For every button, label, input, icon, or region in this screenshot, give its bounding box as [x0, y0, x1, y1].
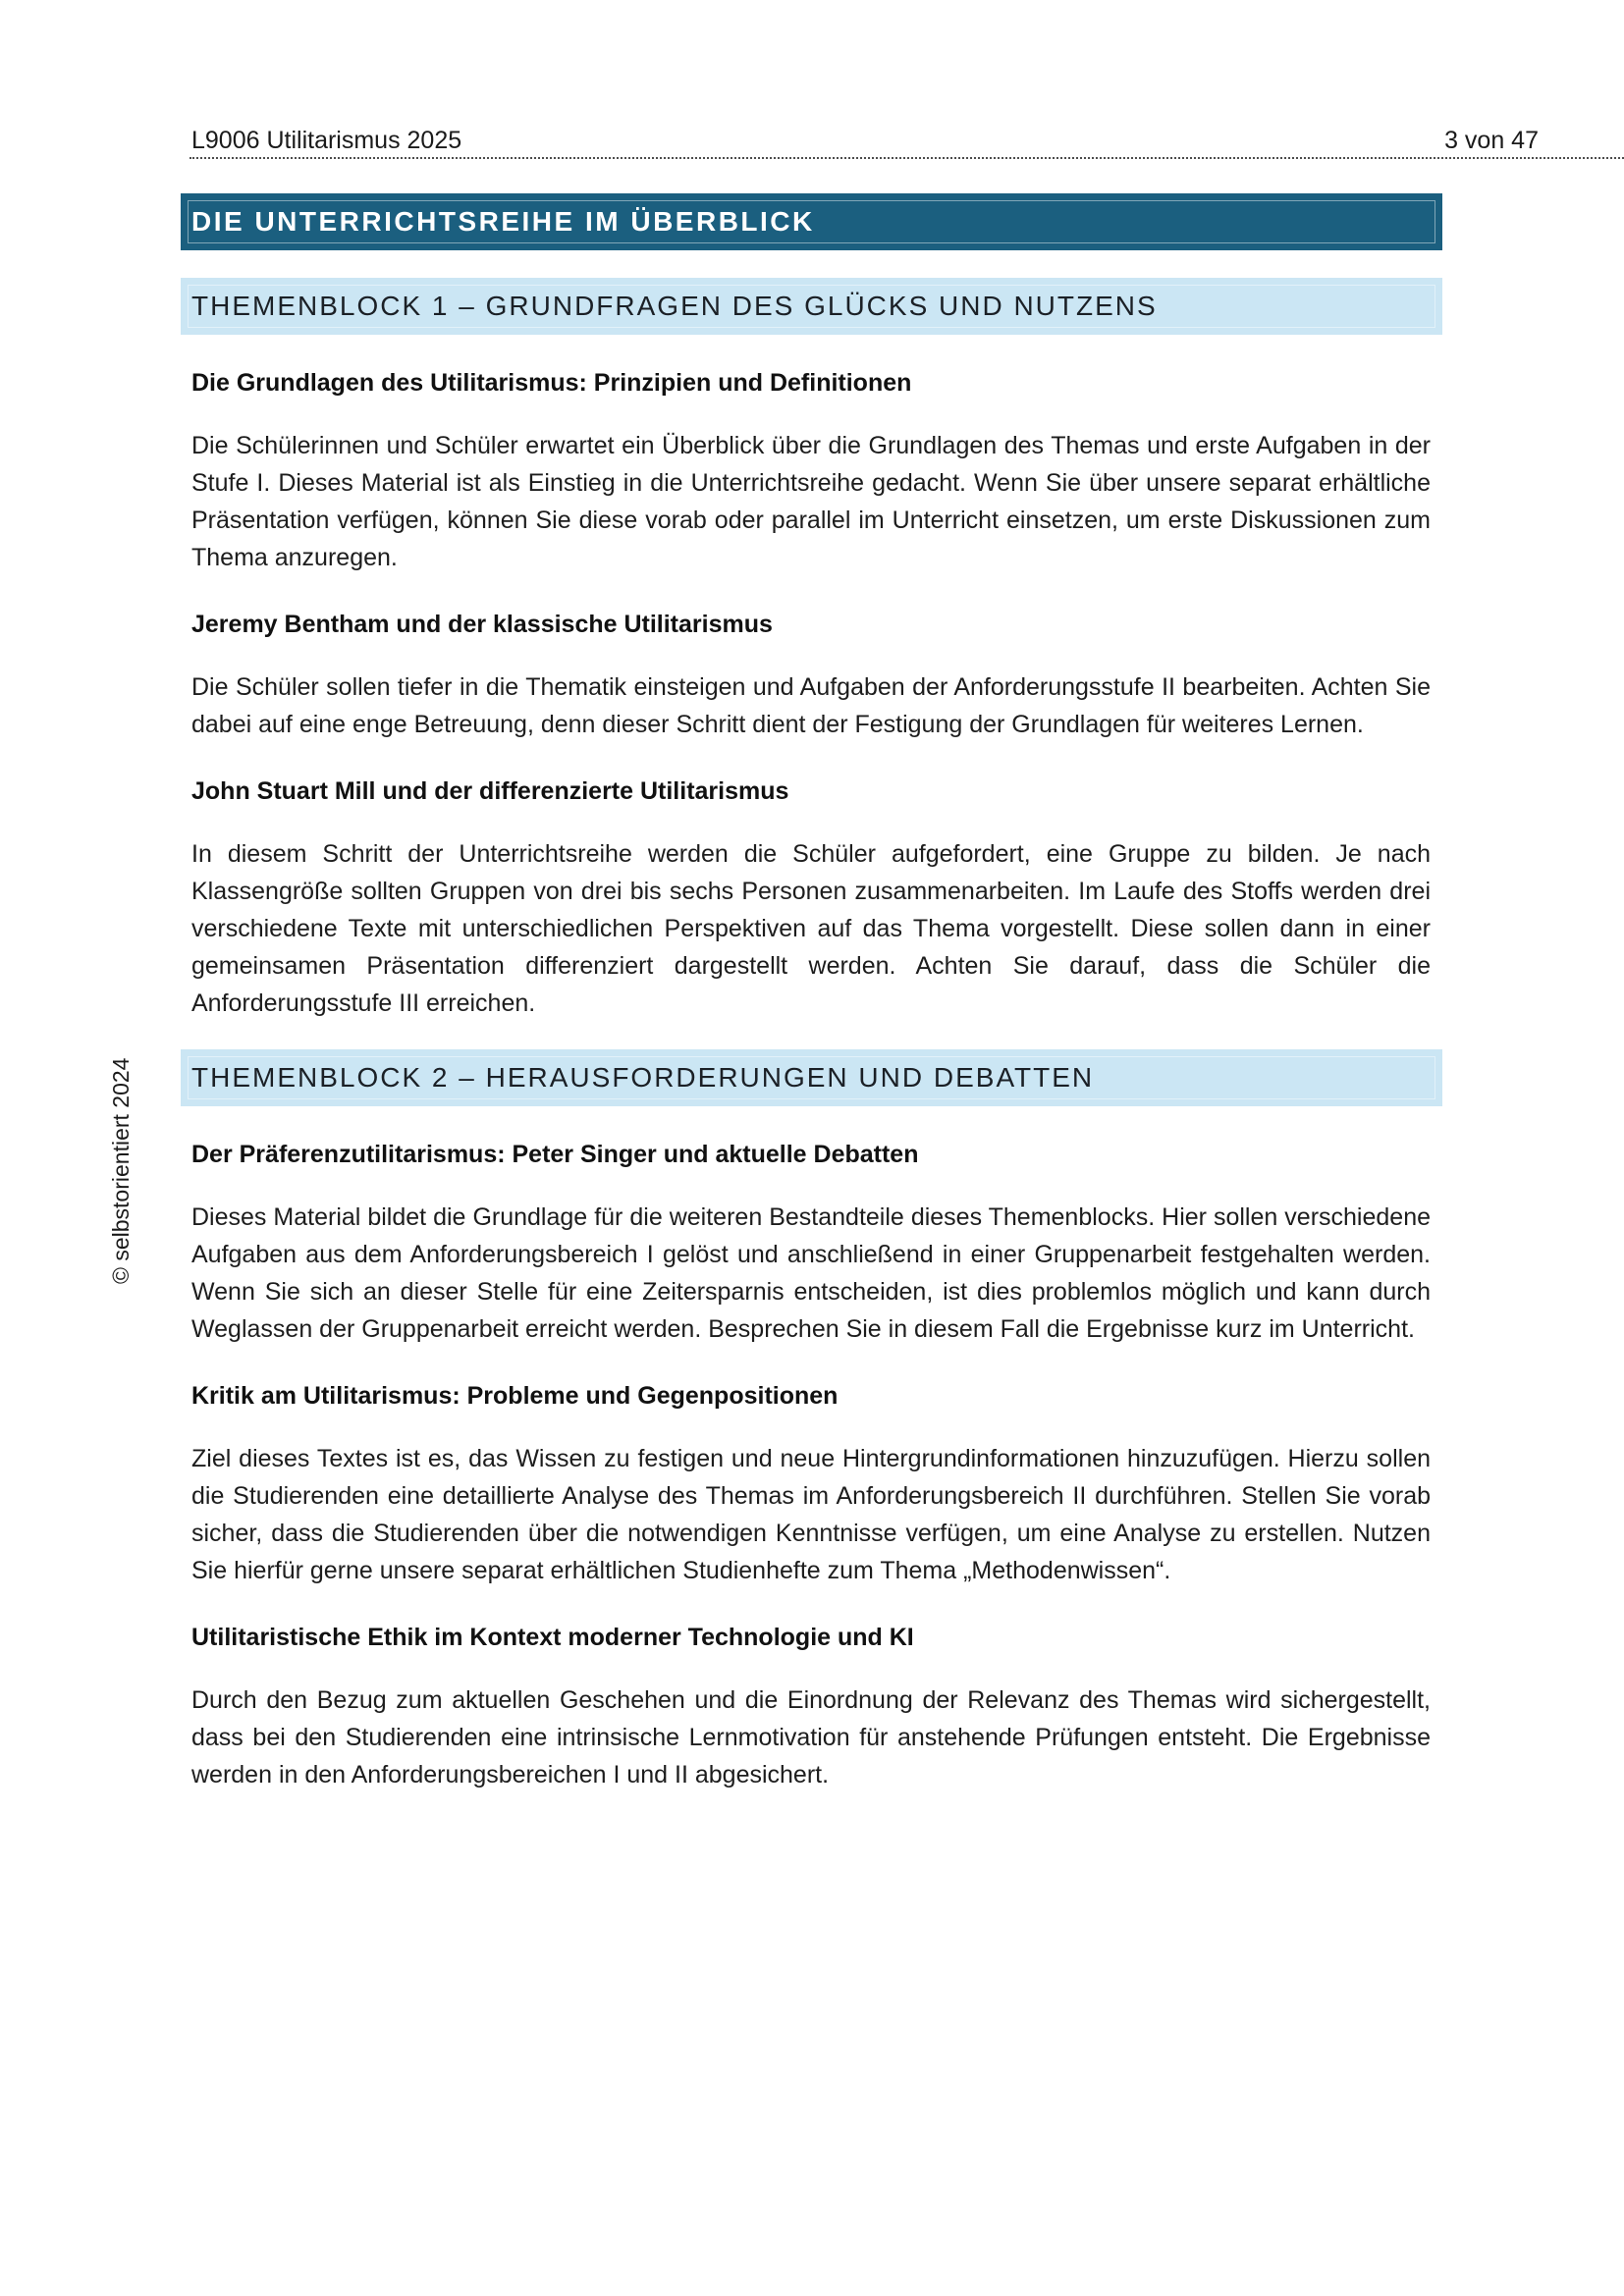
entry-heading: Utilitaristische Ethik im Kontext moderner Technologie und KI	[191, 1624, 914, 1651]
entry-body: Die Schülerinnen und Schüler erwartet ein Überblick über die Grundlagen des Themas und erste Aufgaben in der Stufe I. Dieses Material ist als Einstieg in die Unterrichtsreihe gedacht. Wenn Sie über unsere separat erhältliche Präsentation verfügen, können Sie diese vorab oder parallel im Unterricht einsetzen, um erste Diskussionen zum Thema anzuregen.	[191, 432, 1431, 571]
entry-heading: Kritik am Utilitarismus: Probleme und Gegenpositionen	[191, 1382, 839, 1410]
header-doc-code: L9006 Utilitarismus 2025	[191, 127, 462, 154]
entry-heading: Der Präferenzutilitarismus: Peter Singer und aktuelle Debatten	[191, 1141, 919, 1168]
header-dotted-rule	[189, 135, 1624, 159]
entry-body: Durch den Bezug zum aktuellen Geschehen und die Einordnung der Relevanz des Themas wird sichergestellt, dass bei den Studierenden eine intrinsische Lernmotivation für anstehende Prüfungen entsteht. Die Ergebnisse werden in den Anforderungsbereichen I und II abgesichert.	[191, 1686, 1431, 1789]
entry-heading: Jeremy Bentham und der klassische Utilitarismus	[191, 611, 773, 638]
themenblock-1-banner-label: THEMENBLOCK 1 – GRUNDFRAGEN DES GLÜCKS UND NUTZENS	[191, 291, 1158, 321]
entry-body: Dieses Material bildet die Grundlage für die weiteren Bestandteile dieses Themenblocks. Hier sollen verschiedene Aufgaben aus dem Anforderungsbereich I gelöst und anschließend in einer Gruppenarbeit festgehalten werden. Wenn Sie sich an dieser Stelle für eine Zeitersparnis entscheiden, ist dies problemlos möglich und kann durch Weglassen der Gruppenarbeit erreicht werden. Besprechen Sie in diesem Fall die Ergebnisse kurz im Unterricht.	[191, 1203, 1431, 1343]
themenblock-2-banner	[181, 1049, 1442, 1106]
themenblock-1-banner	[181, 278, 1442, 335]
header-page-indicator: 3 von 47	[1444, 127, 1539, 154]
entry-heading: Die Grundlagen des Utilitarismus: Prinzipien und Definitionen	[191, 369, 912, 397]
entry-body: In diesem Schritt der Unterrichtsreihe werden die Schüler aufgefordert, eine Gruppe zu bilden. Je nach Klassengröße sollten Gruppen von drei bis sechs Personen zusammenarbeiten. Im Laufe des Stoffs werden drei verschiedene Texte mit unterschiedlichen Perspektiven auf das Thema vorgestellt. Diese sollen dann in einer gemeinsamen Präsentation differenziert dargestellt werden. Achten Sie darauf, dass die Schüler die Anforderungsstufe III erreichen.	[191, 840, 1431, 1017]
entry-body: Ziel dieses Textes ist es, das Wissen zu festigen und neue Hintergrundinformationen hinzuzufügen. Hierzu sollen die Studierenden eine detaillierte Analyse des Themas im Anforderungsbereich II durchführen. Stellen Sie vorab sicher, dass die Studierenden über die notwendigen Kenntnisse verfügen, um eine Analyse zu erstellen. Nutzen Sie hierfür gerne unsere separat erhältlichen Studienhefte zum Thema „Methodenwissen“.	[191, 1445, 1431, 1584]
entry-body: Die Schüler sollen tiefer in die Thematik einsteigen und Aufgaben der Anforderungsstufe II bearbeiten. Achten Sie dabei auf eine enge Betreuung, denn dieser Schritt dient der Festigung der Grundlagen für weiteres Lernen.	[191, 673, 1431, 738]
series-overview-banner	[181, 193, 1442, 250]
entry-heading: John Stuart Mill und der differenzierte Utilitarismus	[191, 777, 789, 805]
copyright-note: © selbstorientiert 2024	[108, 1057, 134, 1284]
content-column	[181, 193, 1442, 1816]
series-overview-banner-label: DIE UNTERRICHTSREIHE IM ÜBERBLICK	[191, 206, 815, 237]
themenblock-2-banner-label: THEMENBLOCK 2 – HERAUSFORDERUNGEN UND DEBATTEN	[191, 1062, 1095, 1093]
